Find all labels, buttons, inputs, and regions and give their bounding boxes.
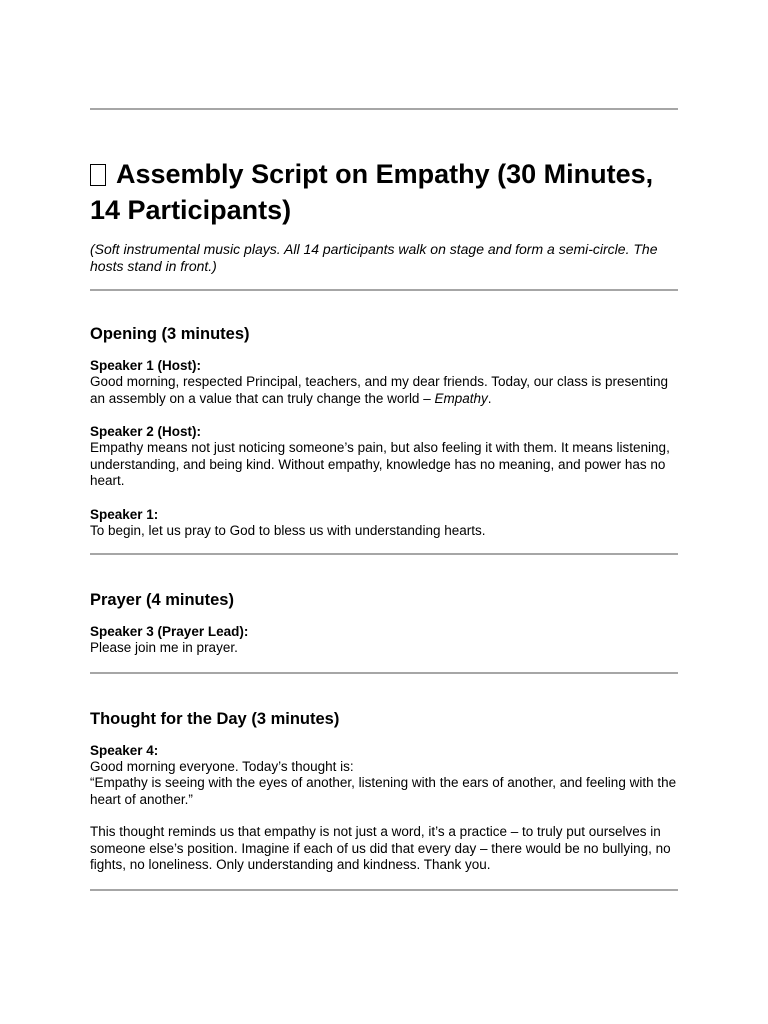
divider bbox=[90, 108, 678, 110]
section-heading-opening: Opening (3 minutes) bbox=[90, 325, 250, 343]
speaker-text: Empathy means not just noticing someone’s pain, but also feeling it with them. It means listening, understanding, and being kind. Without empathy, knowledge has no meaning, and power has no heart. bbox=[90, 440, 670, 488]
emphasis-text: Empathy bbox=[434, 390, 488, 406]
speaker-text: Good morning everyone. Today’s thought is: bbox=[90, 758, 354, 774]
thought-paragraph: This thought reminds us that empathy is not just a word, it’s a practice – to truly put ourselves in someone else’s position. Imagine if each of us did that every day – there would be no bullying, no fights, no loneliness. Only understanding and kindness. Thank you. bbox=[90, 824, 671, 872]
divider bbox=[90, 553, 678, 555]
section-heading-thought: Thought for the Day (3 minutes) bbox=[90, 709, 340, 728]
speaker-text: To begin, let us pray to God to bless us with understanding hearts. bbox=[90, 522, 486, 538]
divider bbox=[90, 672, 678, 674]
missing-glyph-icon bbox=[90, 164, 106, 186]
speaker-label: Speaker 4: bbox=[90, 742, 159, 758]
page-title-text: Assembly Script on Empathy (30 Minutes, 14 Participants) bbox=[90, 159, 654, 225]
intro-stage-direction: (Soft instrumental music plays. All 14 participants walk on stage and form a semi-circle. The hosts stand in front.) bbox=[90, 241, 658, 274]
page-title bbox=[90, 156, 678, 228]
section-heading-prayer: Prayer (4 minutes) bbox=[90, 591, 234, 609]
speaker-text: Good morning, respected Principal, teachers, and my dear friends. Today, our class is presenting an assembly on a value that can truly change the world – Empathy. bbox=[90, 374, 669, 406]
document-content bbox=[90, 100, 678, 891]
divider bbox=[90, 889, 678, 891]
speaker-label: Speaker 3 (Prayer Lead): bbox=[90, 624, 249, 639]
speaker-text: Please join me in prayer. bbox=[90, 640, 238, 655]
divider bbox=[90, 289, 678, 291]
speaker-label: Speaker 2 (Host): bbox=[90, 424, 202, 439]
speaker-label: Speaker 1 (Host): bbox=[90, 358, 202, 373]
speaker-label: Speaker 1: bbox=[90, 506, 159, 522]
thought-quote: “Empathy is seeing with the eyes of another, listening with the ears of another, and feeling with the heart of another.” bbox=[90, 775, 677, 807]
